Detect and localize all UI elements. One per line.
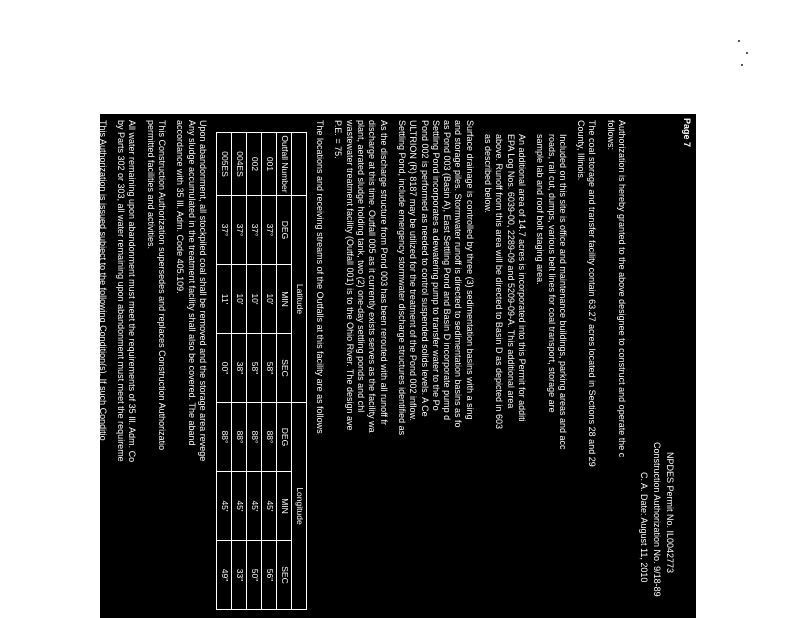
table-cell: 37° [261, 196, 276, 265]
table-cell: 10' [261, 265, 276, 334]
table-cell: 58" [246, 334, 261, 403]
table-cell: 002 [246, 133, 261, 196]
water-line: All water remaining upon abandonment must meet the requirements of 35 Ill. Adm. Co [127, 120, 138, 463]
condition-number: 1. [56, 120, 67, 128]
table-cell: 45' [261, 472, 276, 541]
latitude-header: Latitude [291, 196, 306, 403]
table-cell: 11' [216, 265, 231, 334]
additional-area-line: as described below. [483, 134, 494, 214]
table-cell: 45' [231, 472, 246, 541]
conditions-line: Supplemental Authorization Document. [75, 120, 86, 276]
discharge-line: plant, aerated sludge holding tank, two (2) one-day settling ponds and chl [356, 120, 367, 413]
column-header: MIN [276, 265, 291, 334]
table-cell: 50" [246, 541, 261, 610]
supersedes-line: permitted facilities and activities. [145, 120, 156, 250]
authorization-date: C. A. Date: August 11, 2010 [639, 472, 649, 583]
table-cell: 49" [216, 541, 231, 610]
site-line: The coal storage and transfer facility contain 63.27 acres located in Sections 28 and 29 [587, 120, 598, 467]
table-row [261, 133, 276, 610]
table-cell: 10' [231, 265, 246, 334]
conditions-line: submitted to this Agency, these Conditions must be submitted to the Agency for re [86, 120, 97, 446]
table-cell: 00" [216, 334, 231, 403]
supersedes-line: This Construction Authorization supersedes and replaces Construction Authorizatio [156, 120, 167, 451]
construction-authorization: Construction Authorization No. 9/18-89 [652, 442, 662, 597]
table-cell: 56" [261, 541, 276, 610]
column-header: DEG [276, 403, 291, 472]
outfall-table [216, 132, 307, 610]
outfall-intro: The locations and receiving streams of the Outfalls at this facility are as follows [315, 120, 326, 434]
table-cell: 37° [216, 196, 231, 265]
column-header: MIN [276, 472, 291, 541]
discharge-line: P.E. = 75. [333, 120, 344, 159]
abandonment-line: Any sludge accumulated in the treatment facility shall also be covered. The aband [186, 120, 197, 446]
discharge-line: discharge at this time. Outfall 005 as it currently exists serves as the facility wa [367, 120, 378, 433]
scan-speck [741, 64, 743, 66]
water-line: by Parts 302 or 303, all water remaining upon abandonment must meet the requireme [116, 120, 127, 462]
column-header: SEC [276, 334, 291, 403]
table-cell: 005ES [216, 133, 231, 196]
table-cell: 33" [231, 541, 246, 610]
drainage-line: as Pond 003 (Basin A), East Settling Pond and Basin D incorporate pump d [442, 120, 453, 421]
drainage-line: ULTRION (R) 8187 may be utilized for the treatment of the Pond 002 inflow. [408, 120, 419, 421]
drainage-line: Settling Pond incorporates a dewatering pump to transfer water to the Po [430, 120, 441, 411]
condition-text: If any statement or representation is found to be incorrect, this permit may be re [56, 140, 67, 458]
table-cell: 45' [216, 472, 231, 541]
page-number: Page 7 [682, 118, 692, 148]
table-cell: 58" [261, 334, 276, 403]
column-header: SEC [276, 541, 291, 610]
drainage-line: Settling Pond, include emergency stormwater discharge structures identified as [396, 120, 407, 436]
facility-line: roads, rail cut, dumps, various belt lines for coal transport, storage are [546, 134, 557, 413]
drainage-line: and storage piles. Stormwater runoff is directed to sedimentation basins as fo [453, 120, 464, 428]
page-content [45, 114, 696, 618]
additional-area-line: An additional area of 14.7 acres is incorporated into this Permit for additi [516, 134, 527, 422]
site-line: County, Illinois. [576, 120, 587, 181]
table-cell: 37° [246, 196, 261, 265]
discharge-line: wastewater treatment facility (Outfall 001) is to the Ohio River. The design ave [344, 120, 355, 431]
discharge-line: As the discharge structure from Pond 003 has been rerouted with all runoff fr [378, 120, 389, 426]
permit-number: NPDES Permit No. IL0042773 [665, 452, 675, 574]
scan-speck [738, 40, 740, 42]
condition-item [56, 120, 67, 618]
permit-header [637, 442, 676, 618]
table-cell: 45' [246, 472, 261, 541]
intro-line: follows: [605, 120, 616, 151]
abandonment-line: accordance with 35 Ill. Adm. Code 405.109. [175, 120, 186, 294]
table-row [231, 133, 246, 610]
table-cell: 88° [246, 403, 261, 472]
condition-item [44, 120, 55, 618]
table-cell: 88° [231, 403, 246, 472]
table-row [216, 133, 231, 610]
table-cell: 004ES [231, 133, 246, 196]
condition-number [44, 120, 55, 140]
table-row [246, 133, 261, 610]
column-header: DEG [276, 196, 291, 265]
intro-line: Authorization is hereby granted to the above designee to construct and operate the c [617, 120, 627, 458]
facility-line: sample lab and roof bolt staging area. [535, 134, 546, 285]
table-cell: 001 [261, 133, 276, 196]
table-cell: 88° [261, 403, 276, 472]
table-cell: 10' [246, 265, 261, 334]
additional-area-line: EPA Log Nos. 6039-00, 2289-09 and 5209-09-A. This additional area [505, 134, 516, 409]
facility-line: Included on this site is office and maintenance buildings, parking areas and acc [557, 134, 568, 450]
scanned-page [45, 114, 696, 618]
abandonment-line: Upon abandonment, all stockpiled coal shall be removed and the storage area revege [197, 120, 208, 462]
longitude-header: Longitude [291, 403, 306, 610]
table-cell: 38" [231, 334, 246, 403]
scan-speck [746, 52, 748, 54]
table-cell: 88° [216, 403, 231, 472]
additional-area-line: above. Runoff from this area will be directed to Basin D as depicted in 603 [494, 134, 505, 430]
condition-text: rights thereunder. [45, 140, 56, 211]
drainage-line: Surface drainage is controlled by three (3) sedimentation basins with a sing [464, 120, 475, 420]
table-cell: 37° [231, 196, 246, 265]
conditions-line: This Authorization is issued subject to the following Condition(s). If such Conditio [97, 120, 108, 441]
column-header: Outfall Number [276, 133, 291, 196]
drainage-line: Pond 002 is performed as needed to control suspended solids levels. A Ce [419, 120, 430, 417]
